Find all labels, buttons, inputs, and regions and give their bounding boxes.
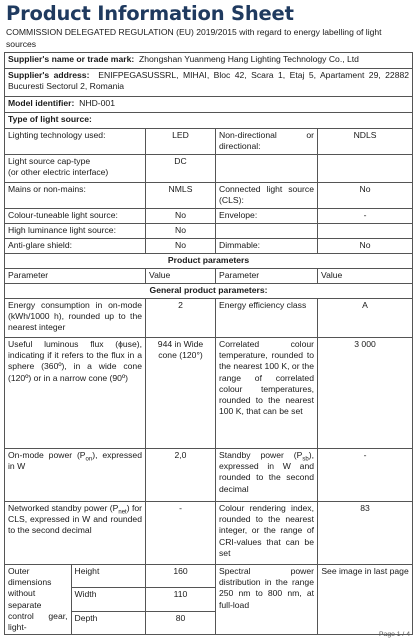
- type-label: Envelope:: [216, 209, 318, 224]
- supplier-name-label: Supplier's name or trade mark:: [8, 54, 135, 64]
- type-label: Mains or non-mains:: [5, 183, 146, 209]
- on-mode-sub: on: [85, 456, 93, 463]
- page-number: Page 1 / 4: [379, 631, 410, 638]
- type-label: Connected light source (CLS):: [216, 183, 318, 209]
- col-header-value: Value: [318, 269, 413, 284]
- type-label: Dimmable:: [216, 239, 318, 254]
- param-label: [5, 502, 146, 565]
- type-value: [318, 155, 413, 183]
- networked-post: ) for CLS, expressed in W and rounded to the second decimal: [8, 503, 143, 536]
- dimension-value: 160: [146, 565, 216, 588]
- type-label: Lighting technology used:: [5, 129, 146, 155]
- model-label: Model identifier:: [8, 98, 75, 108]
- type-value: LED: [146, 129, 216, 155]
- dimension-name: Width: [71, 588, 145, 612]
- product-params-heading: Product parameters: [5, 254, 413, 269]
- type-label: [5, 155, 146, 183]
- type-value: NDLS: [318, 129, 413, 155]
- general-params-heading: General product parameters:: [5, 284, 413, 299]
- dimension-value: 80: [146, 611, 216, 634]
- param-label: Useful luminous flux (ɸuse), indicating if it refers to the flux in a sphere (360º), in a wide cone (120º) or in a narrow cone (90º): [5, 338, 146, 449]
- param-label: [5, 449, 146, 502]
- type-value: [318, 224, 413, 239]
- param-value: 3 000: [318, 338, 413, 449]
- on-mode-post: ), expressed in W: [8, 450, 142, 472]
- supplier-address-label: Supplier's address:: [8, 70, 90, 80]
- dimensions-label: Outer dimensions without separate control gear, light-: [5, 565, 71, 634]
- supplier-address-value: ENIFPEGASUSSRL, MIHAI, Bloc 42, Scara 1, Etaj 5, Apartament 29, 22882 Bucuresti Sectorul 2, Romania: [8, 70, 410, 92]
- param-value: 83: [318, 502, 413, 565]
- type-value: No: [318, 183, 413, 209]
- type-value: NMLS: [146, 183, 216, 209]
- cap-type-label-sub: (or other electric interface): [8, 167, 109, 178]
- col-header-parameter: Parameter: [216, 269, 318, 284]
- model-value: NHD-001: [79, 98, 115, 108]
- page-subtitle: COMMISSION DELEGATED REGULATION (EU) 2019/2015 with regard to energy labelling of light sources: [6, 27, 382, 49]
- dimension-value: 110: [146, 588, 216, 611]
- cap-type-label: Light source cap-type: [8, 156, 91, 166]
- on-mode-pre: On-mode power (P: [8, 450, 86, 460]
- param-value: 944 in Wide cone (120°): [146, 338, 216, 449]
- type-value: -: [318, 209, 413, 224]
- type-label: [216, 155, 318, 183]
- networked-sub: net: [118, 509, 127, 516]
- type-label: Anti-glare shield:: [5, 239, 146, 254]
- param-label: Energy consumption in on-mode (kWh/1000 h), rounded up to the nearest integer: [5, 299, 146, 338]
- page: [4, 0, 412, 635]
- param-label: Spectral power distribution in the range 250 nm to 800 nm, at full-load: [216, 565, 318, 635]
- dimension-name: Depth: [74, 612, 98, 623]
- networked-pre: Networked standby power (P: [8, 503, 119, 513]
- info-table: [4, 52, 413, 635]
- col-header-parameter: Parameter: [5, 269, 146, 284]
- supplier-name-row: [5, 53, 413, 69]
- supplier-name-value: Zhongshan Yuanmeng Hang Lighting Technology Co., Ltd: [139, 54, 359, 64]
- param-value: -: [318, 449, 413, 502]
- type-heading: Type of light source:: [5, 113, 413, 129]
- dimension-name: Height: [71, 565, 145, 588]
- param-value: 2,0: [146, 449, 216, 502]
- type-value: DC: [146, 155, 216, 183]
- type-value: No: [318, 239, 413, 254]
- type-label: [216, 224, 318, 239]
- param-label: Correlated colour temperature, rounded to the nearest 100 K, or the range of correlated colour temperatures, rounded to the nearest 100 K, that can be set: [216, 338, 318, 449]
- param-value: See image in last page: [318, 565, 413, 635]
- type-label: Colour-tuneable light source:: [5, 209, 146, 224]
- col-header-value: Value: [146, 269, 216, 284]
- dimensions-label-cell: [5, 565, 146, 635]
- supplier-address-row: [5, 69, 413, 97]
- type-label: High luminance light source:: [5, 224, 146, 239]
- standby-pre: Standby power (P: [219, 450, 303, 460]
- param-value: 2: [146, 299, 216, 338]
- dimensions-inner: [5, 565, 145, 634]
- param-label: Energy efficiency class: [216, 299, 318, 338]
- page-title: Product Information Sheet: [6, 2, 294, 25]
- type-value: No: [146, 209, 216, 224]
- standby-post: ), expressed in W and rounded to the second decimal: [219, 450, 314, 494]
- type-label: Non-directional or directional:: [216, 129, 318, 155]
- param-label: Colour rendering index, rounded to the nearest integer, or the range of CRI-values that can be set: [216, 502, 318, 565]
- standby-sub: sb: [302, 456, 309, 463]
- param-value: A: [318, 299, 413, 338]
- param-value: -: [146, 502, 216, 565]
- param-label: [216, 449, 318, 502]
- model-row: [5, 97, 413, 113]
- type-value: No: [146, 239, 216, 254]
- type-value: No: [146, 224, 216, 239]
